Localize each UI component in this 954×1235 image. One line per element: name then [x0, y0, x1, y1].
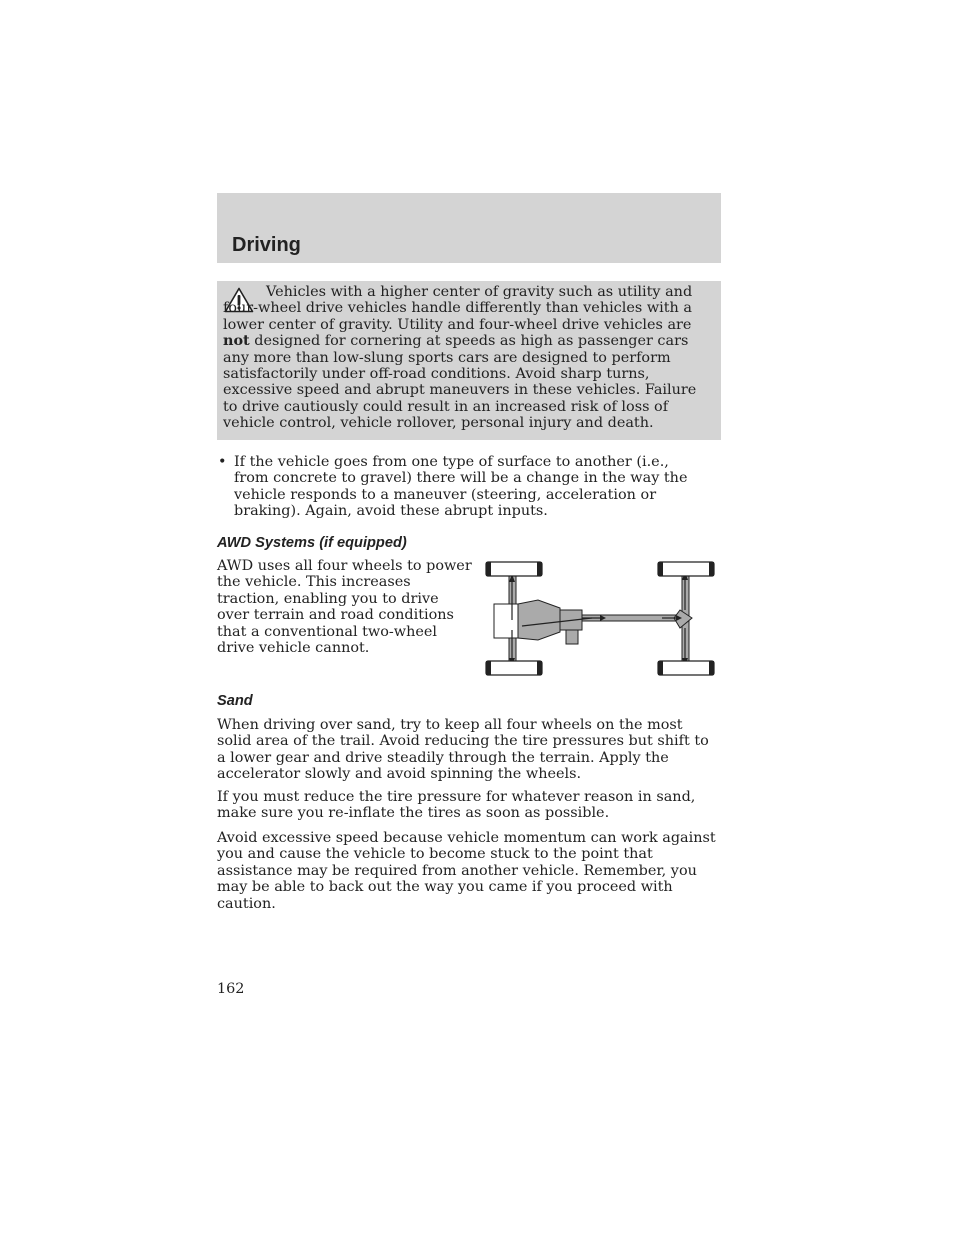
page-number: 162: [217, 981, 245, 997]
bullet-marker: •: [218, 454, 227, 470]
section-header: [217, 193, 721, 263]
warning-text: [223, 284, 713, 432]
sand-heading: Sand: [217, 693, 253, 709]
sand-paragraph-2: If you must reduce the tire pressure for whatever reason in sand, make sure you re-inflate the tires as soon as possible.: [217, 789, 696, 822]
sand-paragraph-3: Avoid excessive speed because vehicle momentum can work against you and cause the vehicle to become stuck to the point that assistance may be required from another vehicle. Remember, you may be able to back out the way you came if you proceed with caution.: [217, 830, 716, 912]
awd-heading: AWD Systems (if equipped): [217, 535, 407, 551]
warning-text-before: Vehicles with a higher center of gravity such as utility and four-wheel drive vehicles handle differently than vehicles with a lower center of gravity. Utility and four-wheel drive vehicles are: [223, 284, 693, 333]
warning-bold-word: not: [223, 332, 250, 350]
bullet-text: If the vehicle goes from one type of surface to another (i.e., from concrete to gravel) there will be a change in the way the vehicle responds to a maneuver (steering, acceleration or braking). Again, avoid these abrupt inputs.: [234, 454, 688, 520]
section-title: Driving: [232, 234, 301, 256]
awd-drivetrain-diagram-icon: [482, 560, 720, 680]
warning-box: [217, 281, 721, 440]
sand-paragraph-1: When driving over sand, try to keep all four wheels on the most solid area of the trail. Avoid reducing the tire pressures but shift to a lower gear and drive steadily through the terrain. Apply the accelerator slowly and avoid spinning the wheels.: [217, 717, 709, 783]
awd-paragraph: AWD uses all four wheels to power the vehicle. This increases traction, enabling you to drive over terrain and road conditions that a conventional two-wheel drive vehicle cannot.: [217, 558, 472, 657]
warning-text-after: designed for cornering at speeds as high as passenger cars any more than low-slung sports cars are designed to perform satisfactorily under off-road conditions. Avoid sharp turns, excessive speed and abrupt maneuvers in these vehicles. Failure to drive cautiously could result in an increased risk of loss of vehicle control, vehicle rollover, personal injury and death.: [223, 333, 697, 432]
